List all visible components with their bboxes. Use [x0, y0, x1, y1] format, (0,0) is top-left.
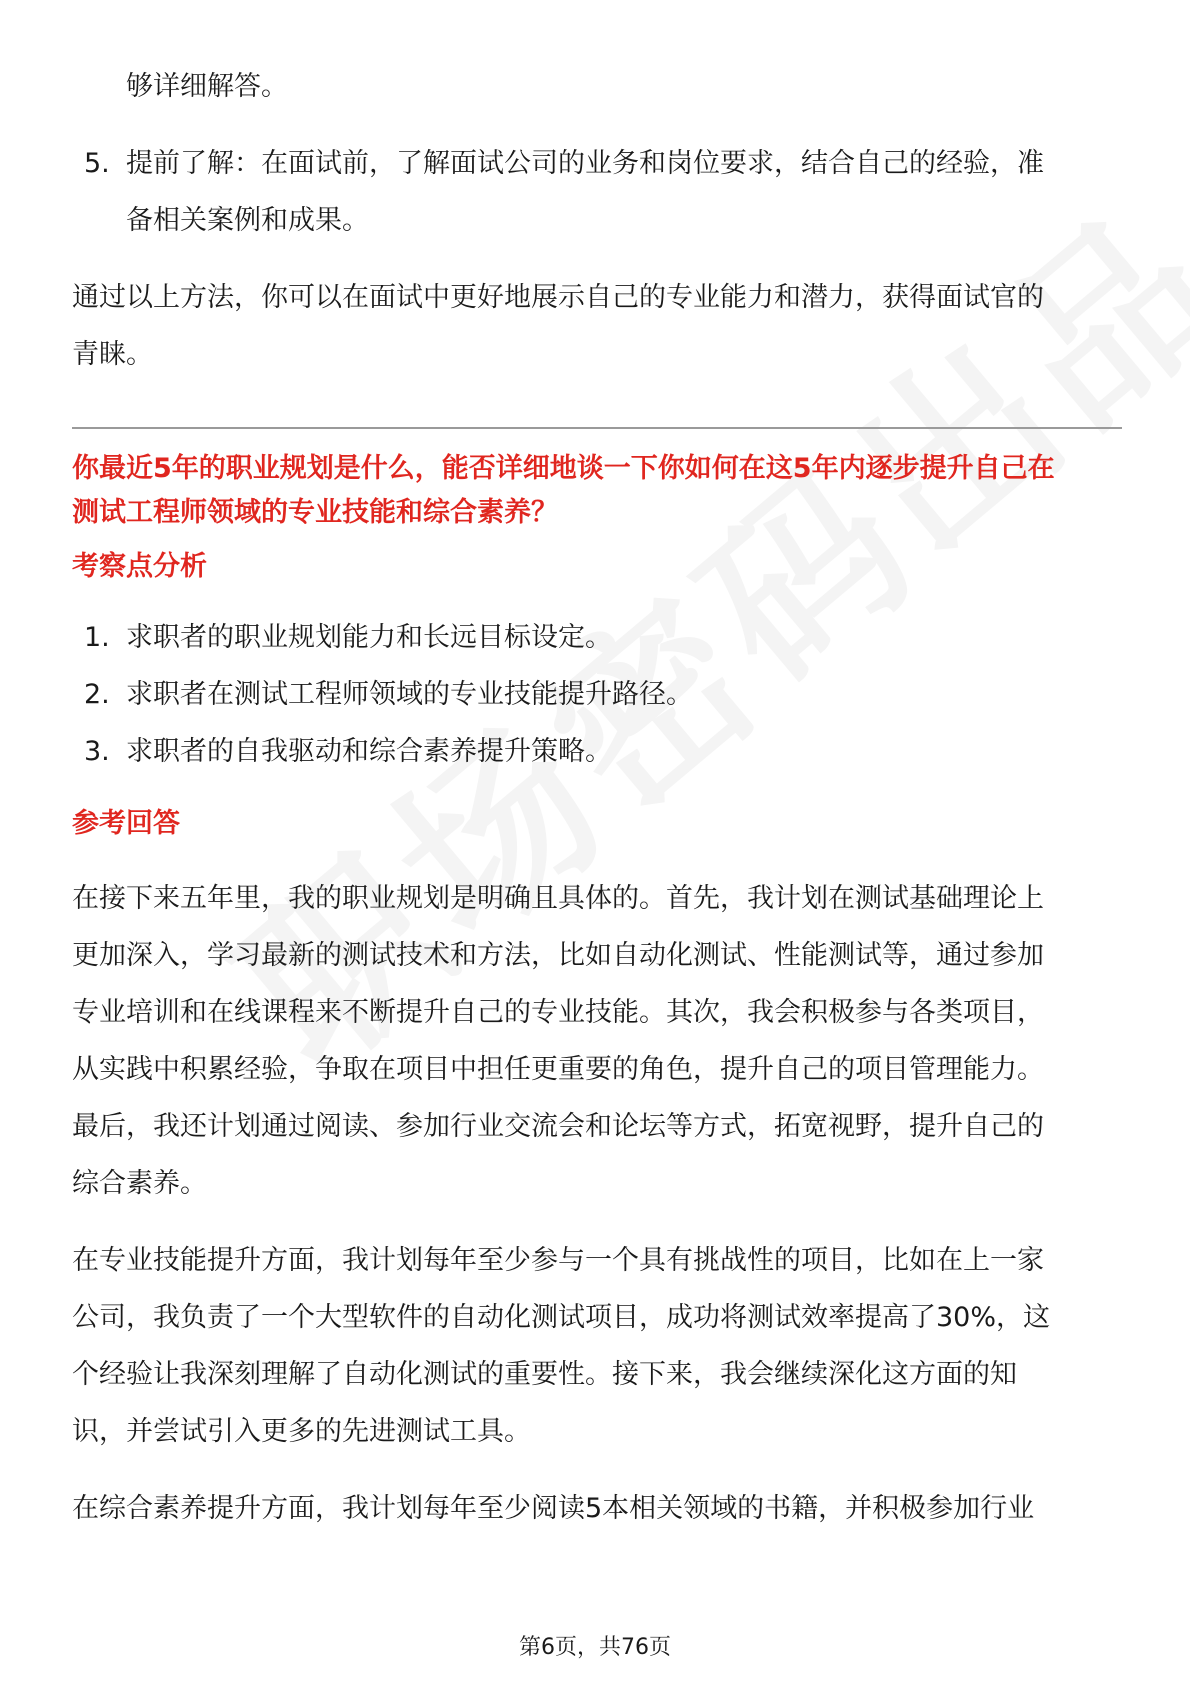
- summary-line1: 通过以上方法，你可以在面试中更好地展示自己的专业能力和潜力，获得面试官的: [72, 282, 1044, 313]
- list-item-text: 求职者的自我驱动和综合素养提升策略。: [126, 736, 612, 767]
- continuation-text: 够详细解答。: [126, 71, 288, 102]
- tips-list: [72, 135, 1122, 192]
- paragraph-line: 专业培训和在线课程来不断提升自己的专业技能。其次，我会积极参与各类项目，: [72, 997, 1044, 1028]
- paragraph-line: 在专业技能提升方面，我计划每年至少参与一个具有挑战性的项目，比如在上一家: [72, 1245, 1044, 1276]
- list-item-text: 求职者在测试工程师领域的专业技能提升路径。: [126, 679, 693, 710]
- analysis-heading: 考察点分析: [72, 551, 207, 582]
- question-line1: 你最近5年的职业规划是什么，能否详细地谈一下你如何在这5年内逐步提升自己在: [72, 453, 1055, 484]
- list-item: [72, 723, 1122, 780]
- paragraph-line: 公司，我负责了一个大型软件的自动化测试项目，成功将测试效率提高了30%，这: [72, 1302, 1051, 1333]
- list-item: [72, 135, 1122, 192]
- list-item-text: 求职者的职业规划能力和长远目标设定。: [126, 622, 612, 653]
- list-item: [72, 666, 1122, 723]
- page-footer: 第6页，共76页: [519, 1635, 671, 1660]
- list-item: [72, 609, 1122, 666]
- summary-line2: 青睐。: [72, 339, 153, 370]
- answer-heading: 参考回答: [72, 808, 180, 839]
- list-number: 1.: [84, 622, 110, 653]
- list-item-text-line2: 备相关案例和成果。: [126, 205, 369, 236]
- answer-paragraph-1: [72, 870, 1122, 1212]
- paragraph-line: 在接下来五年里，我的职业规划是明确且具体的。首先，我计划在测试基础理论上: [72, 883, 1044, 914]
- paragraph-line: 识，并尝试引入更多的先进测试工具。: [72, 1416, 531, 1447]
- paragraph-line: 最后，我还计划通过阅读、参加行业交流会和论坛等方式，拓宽视野，提升自己的: [72, 1111, 1044, 1142]
- list-number: 3.: [84, 736, 110, 767]
- paragraph-line: 更加深入，学习最新的测试技术和方法，比如自动化测试、性能测试等，通过参加: [72, 940, 1044, 971]
- list-item-text-line1: 提前了解：在面试前，了解面试公司的业务和岗位要求，结合自己的经验，准: [126, 148, 1044, 179]
- paragraph-line: 在综合素养提升方面，我计划每年至少阅读5本相关领域的书籍，并积极参加行业: [72, 1493, 1035, 1524]
- page-content: [72, 58, 1122, 1537]
- answer-paragraph-3: [72, 1480, 1122, 1537]
- list-number: 2.: [84, 679, 110, 710]
- paragraph-line: 综合素养。: [72, 1168, 207, 1199]
- question-line2: 测试工程师领域的专业技能和综合素养？: [72, 497, 558, 528]
- answer-paragraph-2: [72, 1232, 1122, 1460]
- paragraph-line: 个经验让我深刻理解了自动化测试的重要性。接下来，我会继续深化这方面的知: [72, 1359, 1017, 1390]
- analysis-list: [72, 609, 1122, 780]
- paragraph-line: 从实践中积累经验，争取在项目中担任更重要的角色，提升自己的项目管理能力。: [72, 1054, 1044, 1085]
- list-number: 5.: [84, 148, 110, 179]
